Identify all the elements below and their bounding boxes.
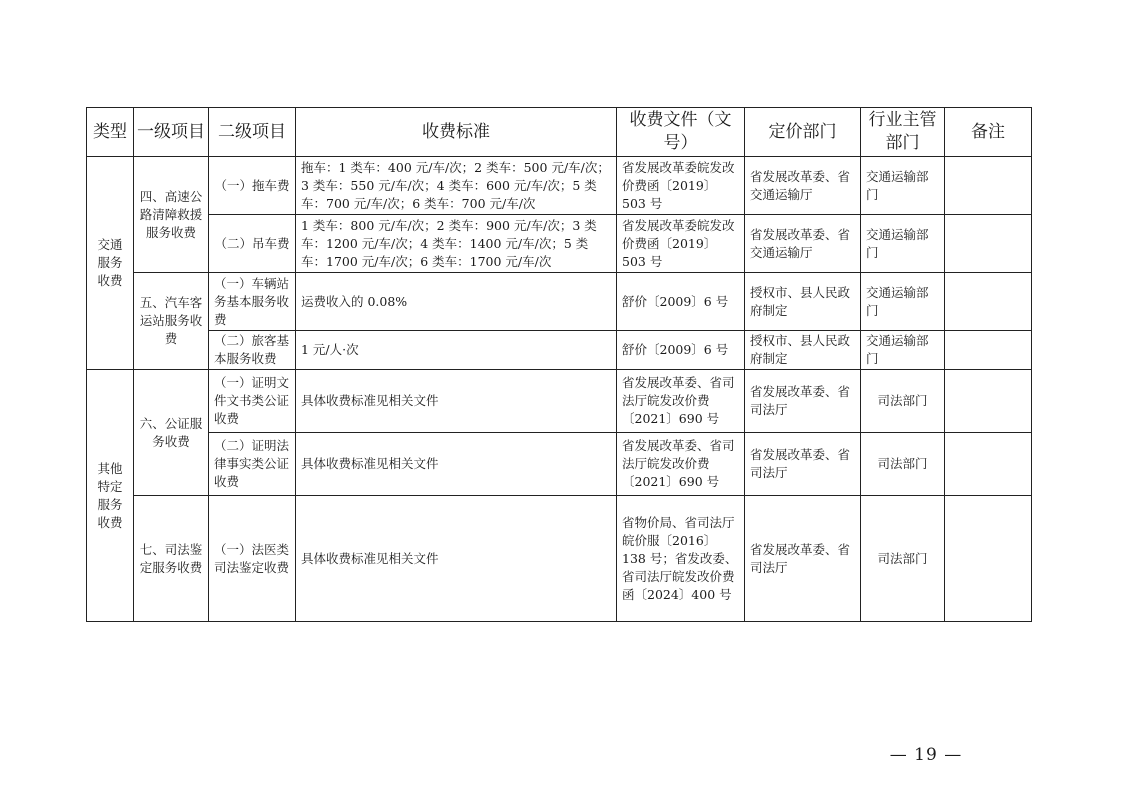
- remark-cell: [945, 370, 1032, 433]
- header-level1: 一级项目: [134, 108, 209, 157]
- level2-cell: （二）证明法律事实类公证收费: [209, 433, 296, 496]
- level1-forensic: 七、司法鉴定服务收费: [134, 496, 209, 622]
- page-number: — 19 —: [889, 745, 963, 765]
- standard-cell: 具体收费标准见相关文件: [296, 433, 617, 496]
- remark-cell: [945, 157, 1032, 215]
- table-row: [87, 331, 1032, 370]
- pricing-dept-cell: 授权市、县人民政府制定: [745, 331, 861, 370]
- industry-dept-cell: 司法部门: [861, 370, 945, 433]
- table-row: [87, 433, 1032, 496]
- industry-dept-cell: 司法部门: [861, 496, 945, 622]
- industry-dept-cell: 交通运输部门: [861, 157, 945, 215]
- level2-cell: （一）法医类司法鉴定收费: [209, 496, 296, 622]
- header-industry-dept: 行业主管部门: [861, 108, 945, 157]
- level2-cell: （一）证明文件文书类公证收费: [209, 370, 296, 433]
- header-level2: 二级项目: [209, 108, 296, 157]
- header-standard: 收费标准: [296, 108, 617, 157]
- table-row: [87, 215, 1032, 273]
- table-header-row: [87, 108, 1032, 157]
- industry-dept-cell: 交通运输部门: [861, 331, 945, 370]
- remark-cell: [945, 433, 1032, 496]
- document-cell: 省发展改革委、省司法厅皖发改价费〔2021〕690 号: [617, 370, 745, 433]
- standard-cell: 拖车：1 类车：400 元/车/次；2 类车：500 元/车/次；3 类车：550 元/车/次；4 类车：600 元/车/次；5 类车：700 元/车/次；6 类车：700 元/车/次: [296, 157, 617, 215]
- standard-cell: 运费收入的 0.08%: [296, 273, 617, 331]
- document-cell: 省发展改革委、省司法厅皖发改价费〔2021〕690 号: [617, 433, 745, 496]
- category-traffic: 交通服务收费: [87, 157, 134, 370]
- header-remark: 备注: [945, 108, 1032, 157]
- table-row: [87, 370, 1032, 433]
- pricing-dept-cell: 授权市、县人民政府制定: [745, 273, 861, 331]
- pricing-dept-cell: 省发展改革委、省交通运输厅: [745, 157, 861, 215]
- header-pricing-dept: 定价部门: [745, 108, 861, 157]
- industry-dept-cell: 司法部门: [861, 433, 945, 496]
- industry-dept-cell: 交通运输部门: [861, 273, 945, 331]
- level1-bus-station: 五、汽车客运站服务收费: [134, 273, 209, 370]
- category-other: 其他特定服务收费: [87, 370, 134, 622]
- document-cell: 舒价〔2009〕6 号: [617, 273, 745, 331]
- table-row: [87, 273, 1032, 331]
- standard-cell: 具体收费标准见相关文件: [296, 370, 617, 433]
- industry-dept-cell: 交通运输部门: [861, 215, 945, 273]
- level2-cell: （二）吊车费: [209, 215, 296, 273]
- pricing-dept-cell: 省发展改革委、省司法厅: [745, 433, 861, 496]
- pricing-dept-cell: 省发展改革委、省司法厅: [745, 370, 861, 433]
- remark-cell: [945, 496, 1032, 622]
- standard-cell: 1 类车：800 元/车/次；2 类车：900 元/车/次；3 类车：1200 元/车/次；4 类车：1400 元/车/次；5 类车：1700 元/车/次；6 类车：1700 元/车/次: [296, 215, 617, 273]
- level1-highway: 四、高速公路清障救援服务收费: [134, 157, 209, 273]
- level2-cell: （一）车辆站务基本服务收费: [209, 273, 296, 331]
- header-type: 类型: [87, 108, 134, 157]
- remark-cell: [945, 215, 1032, 273]
- header-document: 收费文件（文号）: [617, 108, 745, 157]
- remark-cell: [945, 273, 1032, 331]
- table-row: [87, 157, 1032, 215]
- table-row: [87, 496, 1032, 622]
- level1-notary: 六、公证服务收费: [134, 370, 209, 496]
- document-cell: 省物价局、省司法厅皖价服〔2016〕138 号；省发改委、省司法厅皖发改价费函〔2024〕400 号: [617, 496, 745, 622]
- document-cell: 省发展改革委皖发改价费函〔2019〕503 号: [617, 157, 745, 215]
- standard-cell: 具体收费标准见相关文件: [296, 496, 617, 622]
- level2-cell: （二）旅客基本服务收费: [209, 331, 296, 370]
- level2-cell: （一）拖车费: [209, 157, 296, 215]
- pricing-dept-cell: 省发展改革委、省交通运输厅: [745, 215, 861, 273]
- standard-cell: 1 元/人·次: [296, 331, 617, 370]
- remark-cell: [945, 331, 1032, 370]
- fee-table: [86, 107, 1032, 622]
- document-cell: 省发展改革委皖发改价费函〔2019〕503 号: [617, 215, 745, 273]
- pricing-dept-cell: 省发展改革委、省司法厅: [745, 496, 861, 622]
- document-cell: 舒价〔2009〕6 号: [617, 331, 745, 370]
